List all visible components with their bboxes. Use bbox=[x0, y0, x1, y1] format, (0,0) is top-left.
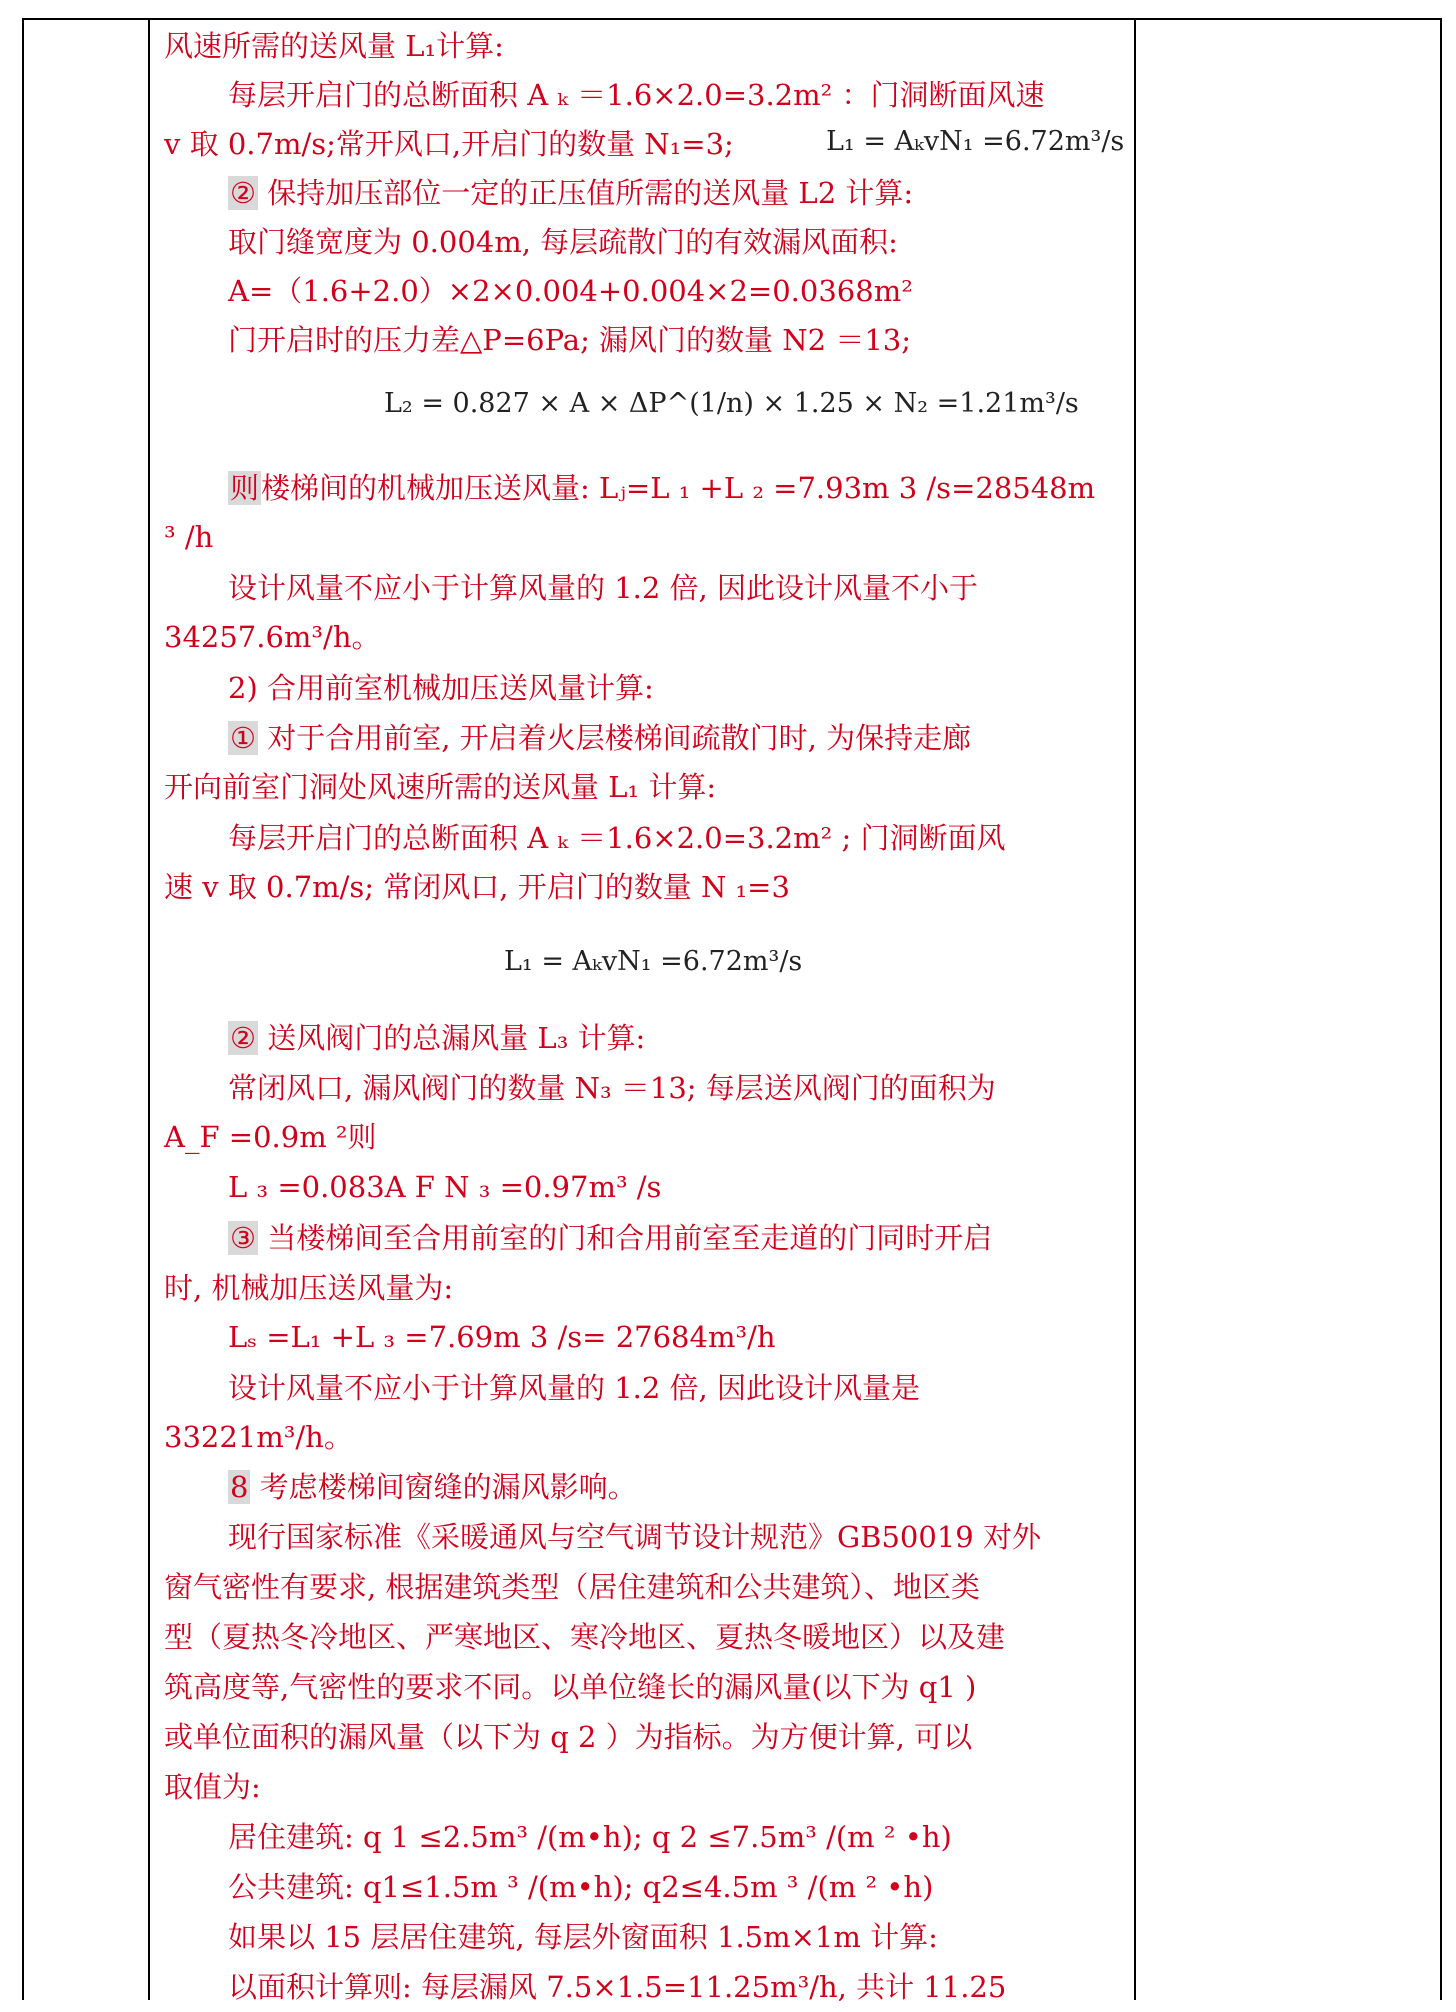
marker: ③ bbox=[230, 1221, 256, 1255]
marker: ② bbox=[230, 1021, 256, 1055]
text-line: Lₛ =L₁ +L ₃ =7.69m 3 /s= 27684m³/h bbox=[228, 1320, 776, 1354]
text-line: 风速所需的送风量 L₁计算: bbox=[164, 29, 504, 63]
text-line: ① 对于合用前室, 开启着火层楼梯间疏散门时, 为保持走廊 bbox=[230, 721, 972, 755]
text-line: 设计风量不应小于计算风量的 1.2 倍, 因此设计风量不小于 bbox=[228, 571, 978, 605]
formula-l3: L₁ = AₖvN₁ =6.72m³/s bbox=[504, 946, 803, 977]
marker: 则 bbox=[230, 471, 260, 505]
left-column-divider bbox=[148, 20, 150, 2000]
text-line: 取门缝宽度为 0.004m, 每层疏散门的有效漏风面积: bbox=[228, 225, 898, 259]
text-line: 每层开启门的总断面积 A ₖ ＝1.6×2.0=3.2m² ; 门洞断面风 bbox=[228, 821, 1006, 855]
text-line: 则楼梯间的机械加压送风量: Lⱼ=L ₁ +L ₂ =7.93m 3 /s=28548m bbox=[230, 471, 1096, 505]
text-line: A=（1.6+2.0）×2×0.004+0.004×2=0.0368m² bbox=[228, 274, 913, 308]
marker: 8 bbox=[230, 1470, 249, 1504]
text-line: ③ 当楼梯间至合用前室的门和合用前室至走道的门同时开启 bbox=[230, 1221, 993, 1255]
text-line: 型（夏热冬冷地区、严寒地区、寒冷地区、夏热冬暖地区）以及建 bbox=[164, 1620, 1006, 1654]
text-line: 如果以 15 层居住建筑, 每层外窗面积 1.5m×1m 计算: bbox=[228, 1920, 938, 1954]
text-line: 开向前室门洞处风速所需的送风量 L₁ 计算: bbox=[164, 770, 717, 804]
text-line: 34257.6m³/h。 bbox=[164, 620, 381, 654]
text-line: 公共建筑: q1≤1.5m ³ /(m•h); q2≤4.5m ³ /(m ² •h) bbox=[228, 1870, 934, 1904]
text-line: 以面积计算则: 每层漏风 7.5×1.5=11.25m³/h, 共计 11.25 bbox=[228, 1970, 1007, 2004]
marker: ① bbox=[230, 721, 256, 755]
text-line: 门开启时的压力差△P=6Pa; 漏风门的数量 N2 ＝13; bbox=[228, 323, 911, 357]
text-line: 33221m³/h。 bbox=[164, 1420, 353, 1454]
text-line: 常闭风口, 漏风阀门的数量 N₃ ＝13; 每层送风阀门的面积为 bbox=[228, 1071, 996, 1105]
text-line: 每层开启门的总断面积 A ₖ ＝1.6×2.0=3.2m² ：门洞断面风速 bbox=[228, 78, 1045, 112]
text-line: 现行国家标准《采暖通风与空气调节设计规范》GB50019 对外 bbox=[228, 1520, 1041, 1554]
formula-l2: L₂ = 0.827 × A × ΔP^(1/n) × 1.25 × N₂ =1.21m³/s bbox=[384, 388, 1079, 419]
text-line: 速 v 取 0.7m/s; 常闭风口, 开启门的数量 N ₁=3 bbox=[164, 870, 790, 904]
text-line: v 取 0.7m/s;常开风口,开启门的数量 N₁=3; bbox=[164, 127, 734, 161]
right-column-divider bbox=[1134, 20, 1136, 2000]
text-line: 2) 合用前室机械加压送风量计算: bbox=[228, 671, 654, 705]
text-line: L ₃ =0.083A F N ₃ =0.97m³ /s bbox=[228, 1170, 662, 1204]
text-line: 窗气密性有要求, 根据建筑类型（居住建筑和公共建筑）、地区类 bbox=[164, 1570, 980, 1604]
text-line: ³ /h bbox=[164, 520, 214, 554]
text-line: A_F =0.9m ²则 bbox=[164, 1120, 377, 1154]
text-line: 取值为: bbox=[164, 1770, 261, 1804]
text-line: 或单位面积的漏风量（以下为 q 2 ）为指标。为方便计算, 可以 bbox=[164, 1720, 973, 1754]
text-line: 居住建筑: q 1 ≤2.5m³ /(m•h); q 2 ≤7.5m³ /(m ² •h) bbox=[228, 1820, 952, 1854]
marker: ② bbox=[230, 176, 256, 210]
text-line: 时, 机械加压送风量为: bbox=[164, 1271, 454, 1305]
text-line: 设计风量不应小于计算风量的 1.2 倍, 因此设计风量是 bbox=[228, 1371, 920, 1405]
text-line: ② 送风阀门的总漏风量 L₃ 计算: bbox=[230, 1021, 646, 1055]
text-line: 筑高度等,气密性的要求不同。以单位缝长的漏风量(以下为 q1 ) bbox=[164, 1670, 977, 1704]
formula-l1: L₁ = AₖvN₁ =6.72m³/s bbox=[826, 126, 1125, 157]
text-line: ② 保持加压部位一定的正压值所需的送风量 L2 计算: bbox=[230, 176, 914, 210]
text-line: 8 考虑楼梯间窗缝的漏风影响。 bbox=[230, 1470, 637, 1504]
